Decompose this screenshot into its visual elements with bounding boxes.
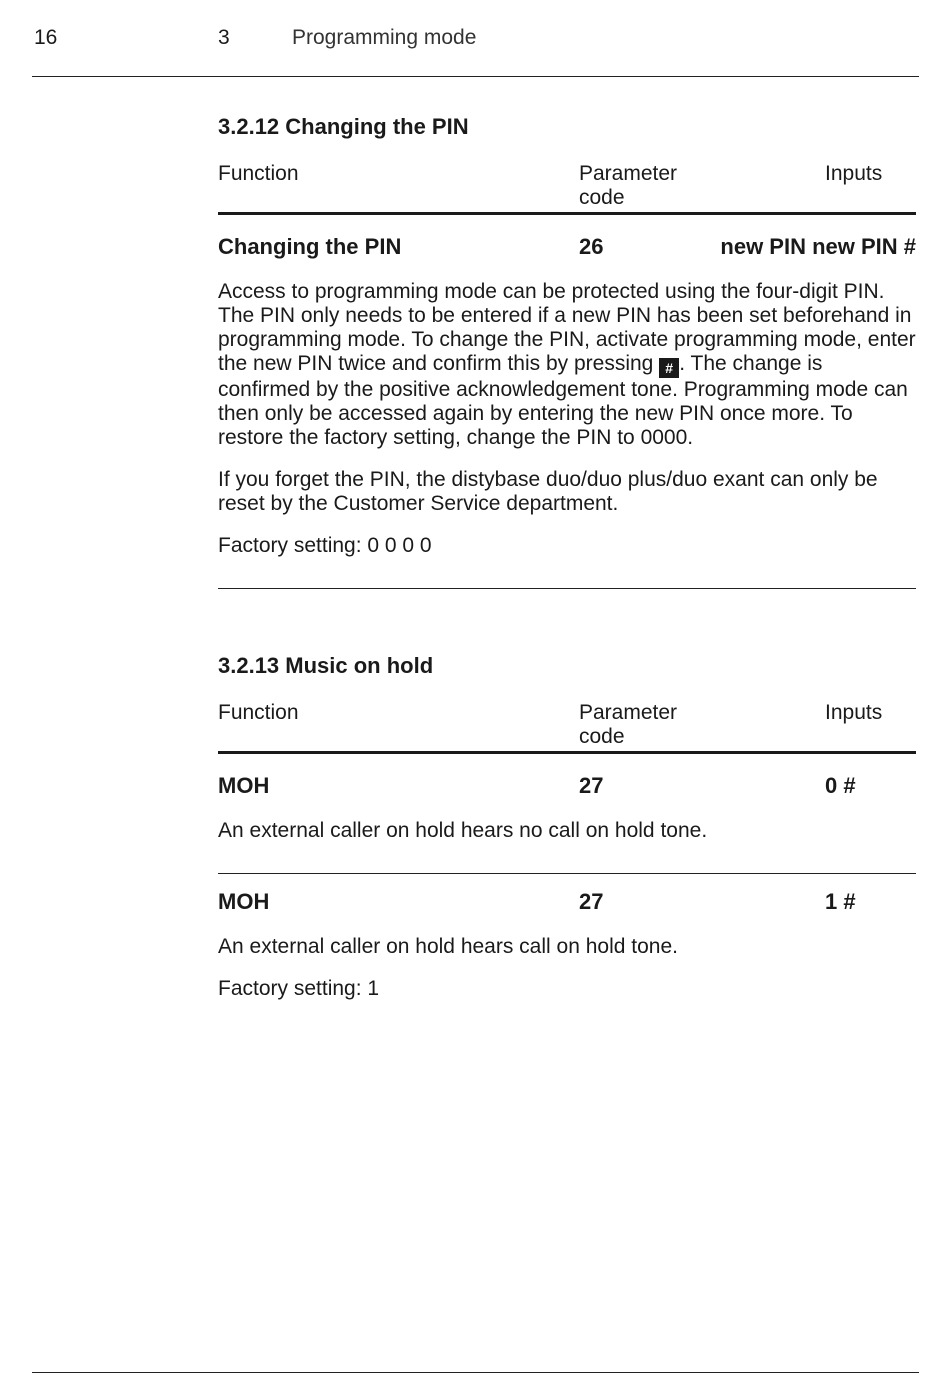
row-function: MOH (218, 889, 270, 914)
hash-key-icon: # (659, 358, 679, 378)
table-row (218, 771, 916, 801)
table-row (218, 232, 916, 262)
row-inputs: 1 # (825, 889, 856, 914)
column-header-parameter-code: Parameter code (579, 701, 678, 748)
table-header (218, 701, 916, 754)
header-divider (32, 76, 919, 77)
pin-reset-paragraph: If you forget the PIN, the distybase duo/duo plus/duo exant can only be reset by the Customer Service department. (218, 468, 878, 515)
section-divider (218, 588, 916, 589)
row-description: An external caller on hold hears call on hold tone. (218, 935, 678, 958)
column-header-inputs: Inputs (825, 162, 883, 185)
column-header-parameter-code: Parameter code (579, 162, 678, 209)
column-header-function: Function (218, 162, 299, 185)
section-music-on-hold (218, 651, 916, 1001)
row-description: An external caller on hold hears no call on hold tone. (218, 819, 708, 842)
row-function: MOH (218, 773, 270, 798)
column-header-inputs: Inputs (825, 701, 883, 724)
table-row (218, 887, 916, 917)
factory-setting-pin: Factory setting: 0 0 0 0 (218, 534, 432, 557)
section-title: 3.2.12 Changing the PIN (218, 114, 469, 139)
row-inputs: new PIN new PIN # (720, 234, 916, 259)
pin-description-paragraph (218, 280, 916, 450)
row-parameter-code: 27 (579, 773, 604, 798)
paragraph-text: Access to programming mode can be protected using the four-digit PIN. The PIN only needs to be entered if a new PIN has been set beforehand in programming mode. To change the PIN, activate programming mode, enter the new PIN twice and confirm this by pressing (218, 280, 916, 375)
section-title: 3.2.13 Music on hold (218, 653, 434, 678)
column-header-function: Function (218, 701, 299, 724)
factory-setting-moh: Factory setting: 1 (218, 977, 380, 1000)
page-number: 16 (34, 26, 58, 49)
row-divider (218, 873, 916, 874)
footer-divider (32, 1372, 919, 1373)
table-header (218, 162, 916, 215)
row-parameter-code: 26 (579, 234, 604, 259)
row-parameter-code: 27 (579, 889, 604, 914)
row-inputs: 0 # (825, 773, 856, 798)
chapter-title: Programming mode (292, 26, 477, 49)
section-changing-pin (218, 112, 916, 589)
paragraph-text-continued: . The change is confirmed by the positive acknowledgement tone. Programming mode can then only be accessed again by entering the new PIN once more. To restore the factory setting, change the PIN to 0000. (218, 352, 908, 449)
row-function: Changing the PIN (218, 234, 402, 259)
page-header (0, 0, 950, 78)
chapter-number: 3 (218, 26, 230, 49)
page-content (218, 112, 916, 1001)
